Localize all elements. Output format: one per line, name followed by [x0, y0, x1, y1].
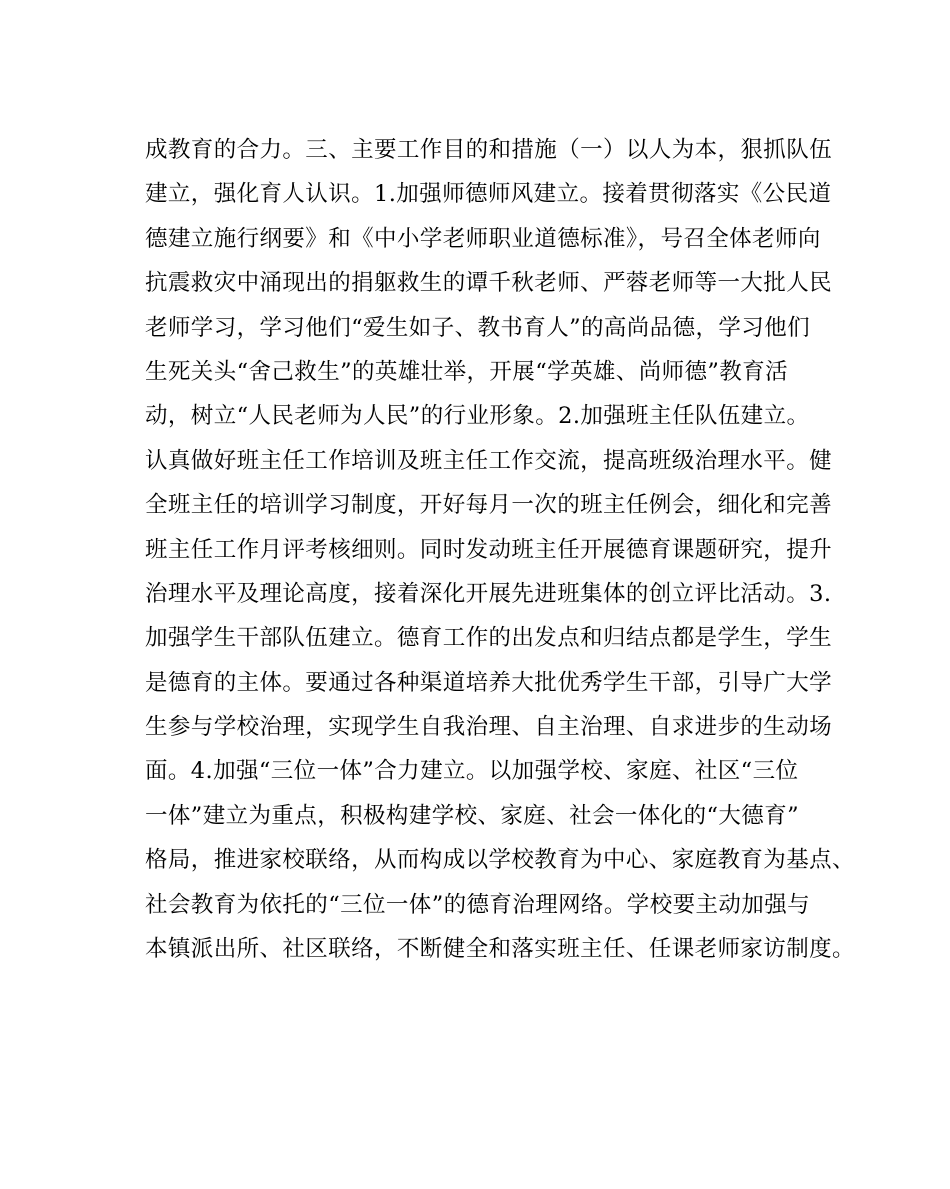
text-line: 本镇派出所、社区联络，不断健全和落实班主任、任课老师家访制度。 — [145, 936, 855, 963]
text-line: 社会教育为依托的“三位一体”的德育治理网络。学校要主动加强与 — [145, 891, 811, 918]
text-line: 德建立施行纲要》和《中小学老师职业道德标准》，号召全体老师向 — [145, 225, 821, 252]
body-text — [145, 128, 855, 971]
text-line: 生死关头“舍己救生”的英雄壮举，开展“学英雄、尚师德”教育活 — [145, 358, 789, 385]
text-line: 成教育的合力。三、主要工作目的和措施（一）以人为本，狠抓队伍 — [145, 137, 833, 163]
text-line: 加强学生干部队伍建立。德育工作的出发点和归结点都是学生，学生 — [145, 625, 833, 652]
text-line: 全班主任的培训学习制度，开好每月一次的班主任例会，细化和完善 — [145, 492, 833, 519]
text-line: 是德育的主体。要通过各种渠道培养大批优秀学生干部，引导广大学 — [145, 669, 833, 696]
text-line: 动，树立“人民老师为人民”的行业形象。2.加强班主任队伍建立。 — [145, 403, 810, 430]
text-line: 治理水平及理论高度，接着深化开展先进班集体的创立评比活动。3. — [145, 580, 832, 607]
text-line: 班主任工作月评考核细则。同时发动班主任开展德育课题研究，提升 — [145, 536, 833, 563]
text-line: 认真做好班主任工作培训及班主任工作交流，提高班级治理水平。健 — [145, 447, 833, 474]
text-line: 格局，推进家校联络，从而构成以学校教育为中心、家庭教育为基点、 — [145, 847, 855, 874]
text-line: 抗震救灾中涌现出的捐躯救生的谭千秋老师、严蓉老师等一大批人民 — [145, 270, 833, 297]
text-line: 生参与学校治理，实现学生自我治理、自主治理、自求进步的生动场 — [145, 714, 833, 741]
text-line: 一体”建立为重点，积极构建学校、家庭、社会一体化的“大德育” — [145, 802, 800, 829]
text-line: 建立，强化育人认识。1.加强师德师风建立。接着贯彻落实《公民道 — [145, 181, 832, 208]
text-line: 面。4.加强“三位一体”合力建立。以加强学校、家庭、社区“三位 — [145, 758, 799, 785]
text-line: 老师学习，学习他们“爱生如子、教书育人”的高尚品德，学习他们 — [145, 314, 811, 341]
